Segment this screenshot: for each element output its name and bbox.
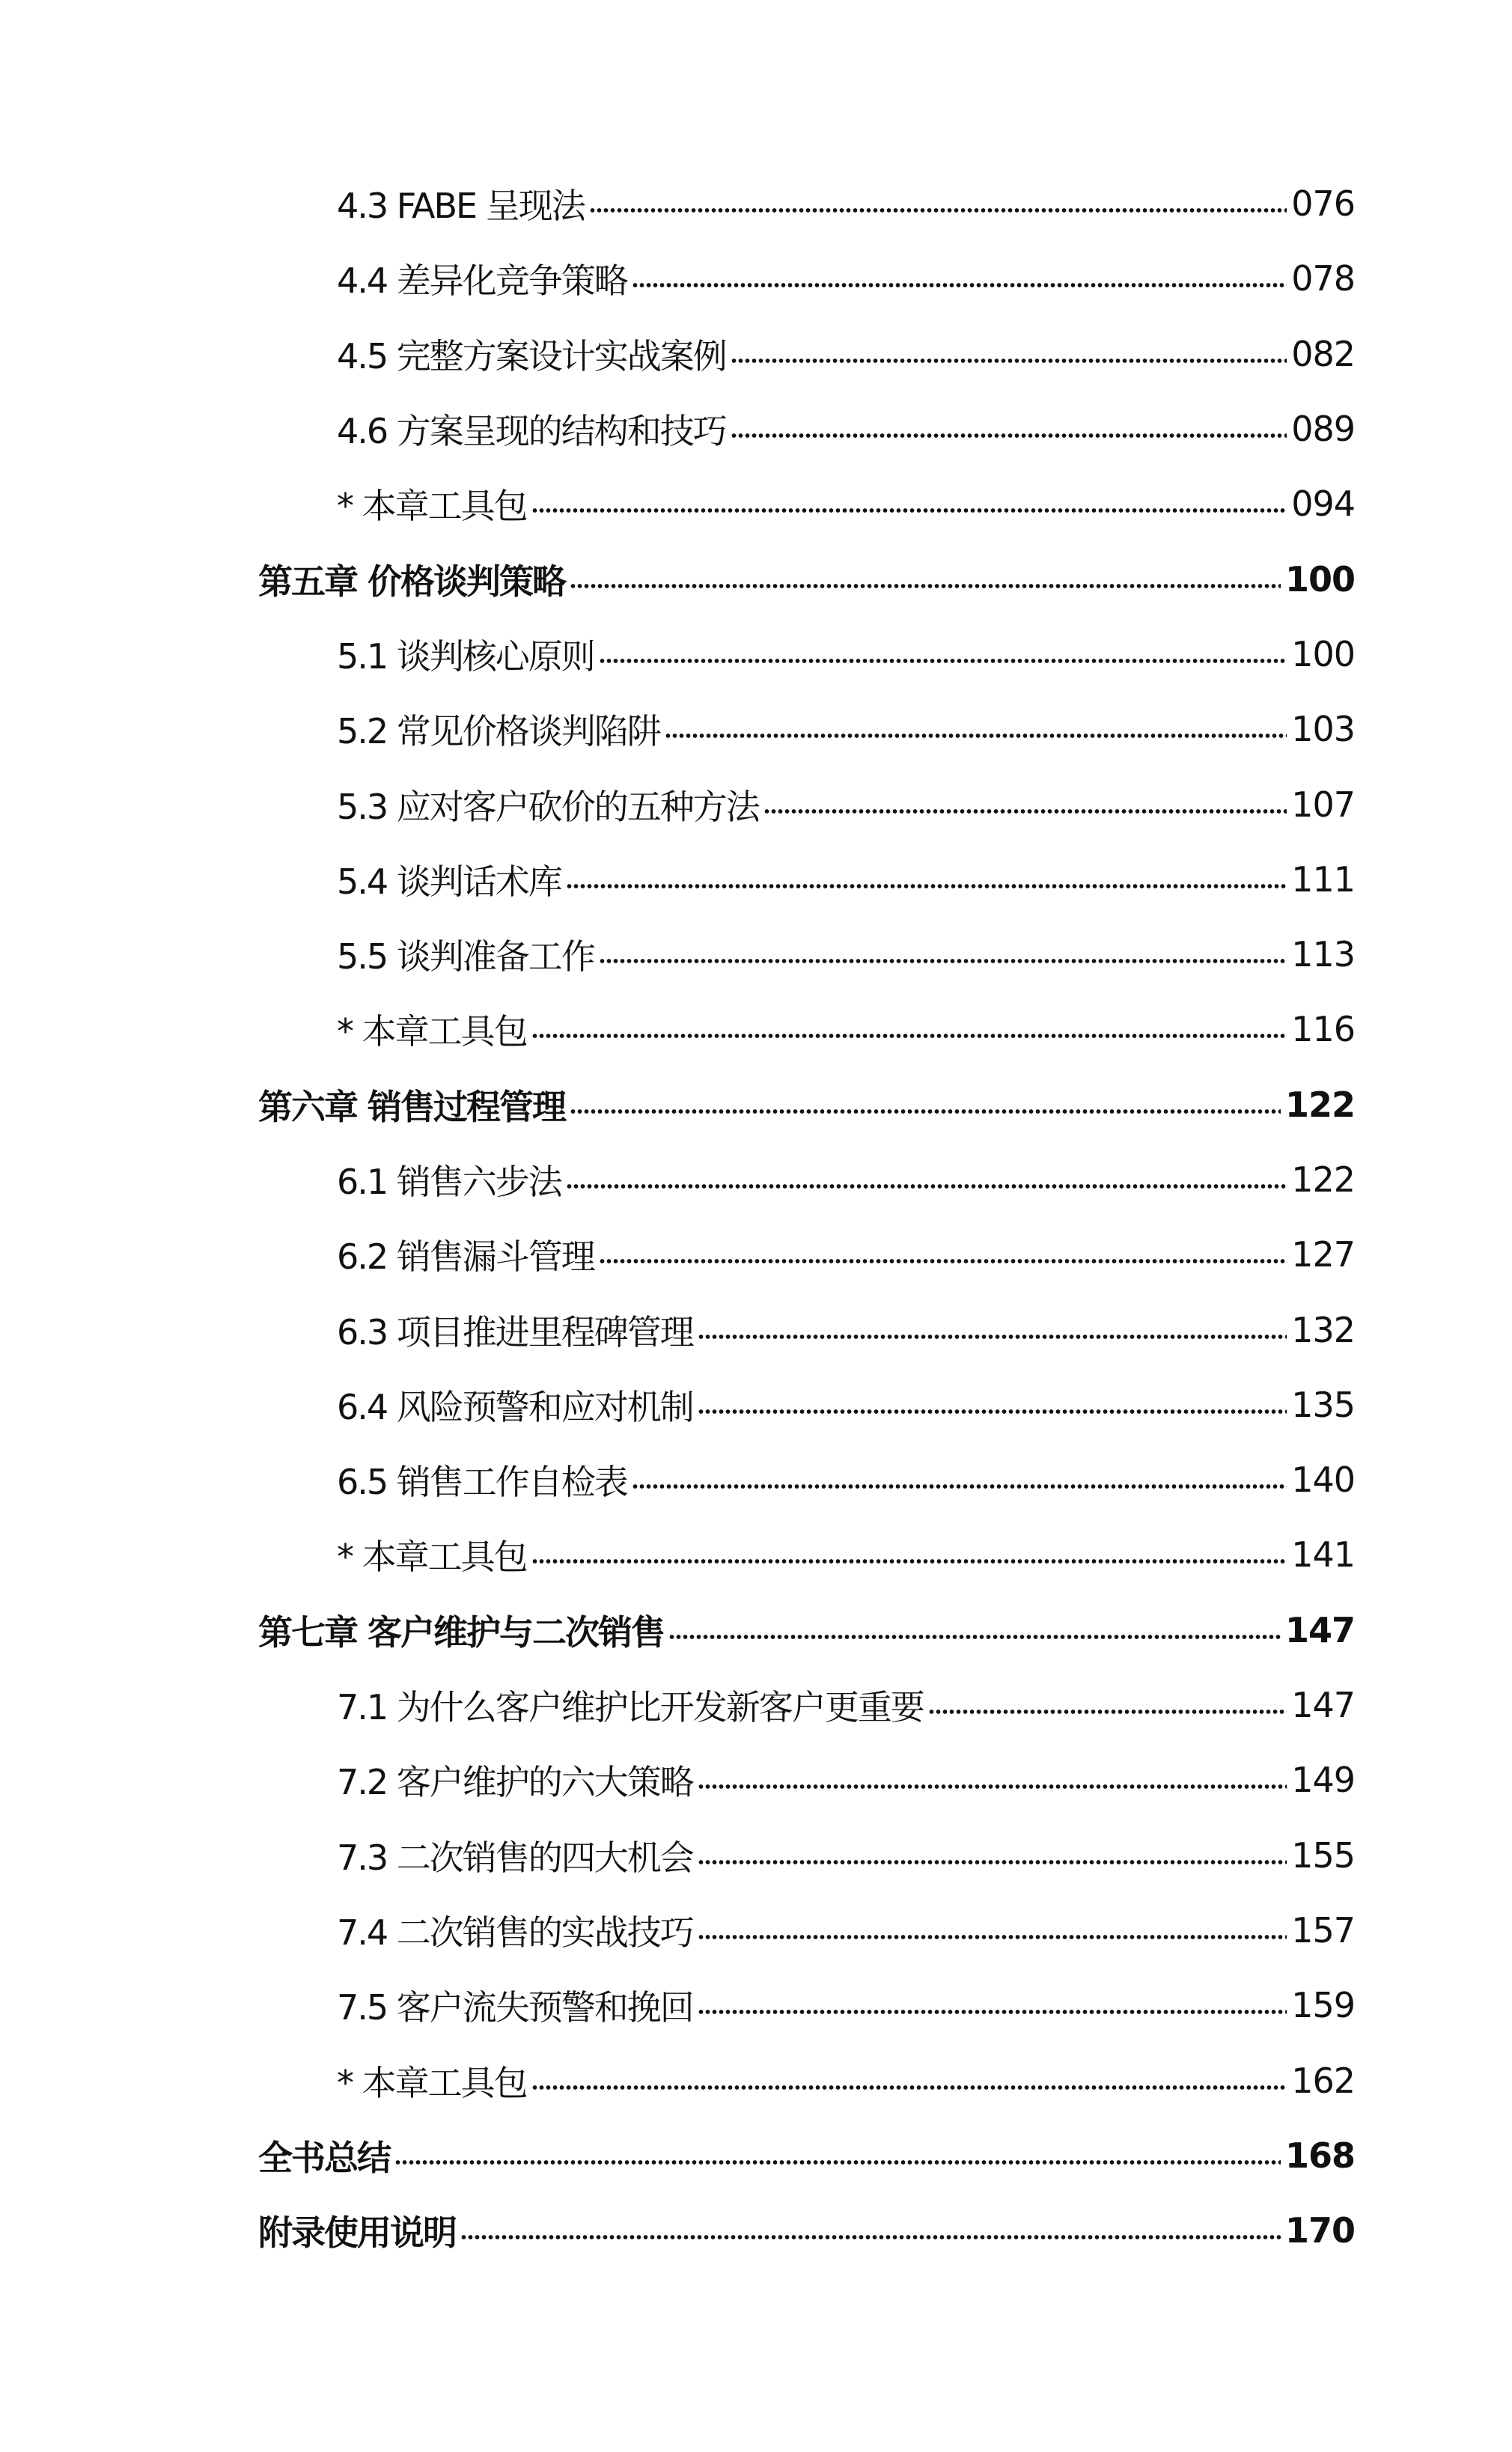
toc-entry-title: * 本章工具包 <box>337 2062 527 2103</box>
toc-section-entry[interactable] <box>0 1142 1512 1217</box>
toc-entry-page-number: 111 <box>1291 858 1355 900</box>
toc-entry-page-number: 141 <box>1291 1534 1355 1576</box>
toc-entry-title: 第七章 客户维护与二次销售 <box>258 1611 665 1653</box>
toc-entry-title: 第六章 销售过程管理 <box>258 1086 566 1127</box>
dot-leader <box>531 507 1287 514</box>
toc-section-entry[interactable] <box>0 1893 1512 1968</box>
toc-entry-content <box>337 629 1355 679</box>
toc-entry-content <box>337 479 1355 528</box>
dot-leader <box>731 432 1287 439</box>
toc-entry-title: 7.2 客户维护的六大策略 <box>337 1762 693 1803</box>
dot-leader <box>599 957 1287 965</box>
toc-entry-page-number: 100 <box>1291 633 1355 674</box>
dot-leader <box>531 2084 1287 2091</box>
toc-entry-title: 4.4 差异化竞争策略 <box>337 260 627 302</box>
toc-entry-content <box>337 1380 1355 1430</box>
toc-entry-title: * 本章工具包 <box>337 486 527 527</box>
toc-entry-content <box>337 1230 1355 1279</box>
dot-leader <box>632 1483 1287 1490</box>
toc-entry-page-number: 157 <box>1291 1909 1355 1951</box>
toc-section-entry[interactable] <box>0 842 1512 917</box>
toc-entry-page-number: 140 <box>1291 1460 1355 1501</box>
toc-entry-page-number: 082 <box>1291 333 1355 374</box>
toc-entry-title: 7.4 二次销售的实战技巧 <box>337 1912 693 1953</box>
toc-entry-content <box>337 930 1355 979</box>
dot-leader <box>698 1783 1287 1790</box>
toc-entry-title: 全书总结 <box>258 2137 390 2178</box>
dot-leader <box>566 882 1287 890</box>
toc-entry-content <box>337 704 1355 754</box>
toc-entry-content <box>337 1455 1355 1504</box>
table-of-contents <box>0 166 1512 2268</box>
toc-section-entry[interactable] <box>0 1367 1512 1442</box>
toc-entry-page-number: 103 <box>1291 709 1355 750</box>
toc-entry-content <box>258 2206 1355 2255</box>
toc-section-entry[interactable] <box>0 466 1512 541</box>
toc-section-entry[interactable] <box>0 917 1512 992</box>
toc-entry-page-number: 155 <box>1291 1835 1355 1876</box>
dot-leader <box>599 1257 1287 1265</box>
toc-entry-content <box>337 1831 1355 1880</box>
toc-entry-title: 6.1 销售六步法 <box>337 1162 561 1202</box>
toc-entry-page-number: 116 <box>1291 1009 1355 1050</box>
dot-leader <box>698 1933 1287 1941</box>
toc-section-entry[interactable] <box>0 1442 1512 1517</box>
toc-section-entry[interactable] <box>0 1818 1512 1893</box>
toc-entry-content <box>337 404 1355 454</box>
dot-leader <box>731 357 1287 365</box>
dot-leader <box>763 808 1287 815</box>
toc-section-entry[interactable] <box>0 1968 1512 2043</box>
toc-section-entry[interactable] <box>0 1292 1512 1367</box>
toc-entry-content <box>337 855 1355 904</box>
toc-entry-page-number: 100 <box>1284 558 1355 600</box>
toc-section-entry[interactable] <box>0 1668 1512 1742</box>
toc-section-entry[interactable] <box>0 391 1512 466</box>
toc-entry-title: * 本章工具包 <box>337 1537 527 1578</box>
dot-leader <box>928 1708 1287 1716</box>
dot-leader <box>570 582 1281 590</box>
dot-leader <box>698 1333 1287 1341</box>
toc-entry-page-number: 122 <box>1284 1084 1355 1125</box>
toc-entry-page-number: 094 <box>1291 484 1355 525</box>
toc-entry-content <box>337 780 1355 829</box>
toc-entry-page-number: 089 <box>1291 409 1355 450</box>
dot-leader <box>531 1558 1287 1565</box>
toc-entry-page-number: 076 <box>1291 183 1355 225</box>
toc-section-entry[interactable] <box>0 992 1512 1067</box>
toc-section-entry[interactable] <box>0 1217 1512 1292</box>
toc-chapter-entry[interactable] <box>0 2118 1512 2193</box>
toc-entry-title: 6.3 项目推进里程碑管理 <box>337 1311 693 1352</box>
dot-leader <box>531 1032 1287 1040</box>
toc-entry-content <box>337 2056 1355 2105</box>
toc-section-entry[interactable] <box>0 317 1512 391</box>
toc-section-entry[interactable] <box>0 241 1512 316</box>
toc-entry-title: 6.4 风险预警和应对机制 <box>337 1386 693 1427</box>
dot-leader <box>599 657 1287 665</box>
toc-section-entry[interactable] <box>0 1517 1512 1592</box>
dot-leader <box>632 281 1287 289</box>
toc-entry-content <box>258 1605 1355 1655</box>
dot-leader <box>460 2233 1281 2241</box>
toc-chapter-entry[interactable] <box>0 1593 1512 1668</box>
toc-entry-page-number: 147 <box>1284 1609 1355 1650</box>
toc-entry-page-number: 078 <box>1291 258 1355 299</box>
toc-entry-content <box>337 1530 1355 1579</box>
toc-entry-content <box>337 1755 1355 1805</box>
toc-entry-content <box>337 254 1355 303</box>
toc-entry-content <box>258 2131 1355 2180</box>
dot-leader <box>589 207 1287 214</box>
toc-entry-page-number: 122 <box>1291 1159 1355 1200</box>
dot-leader <box>665 732 1287 739</box>
toc-entry-page-number: 168 <box>1284 2135 1355 2176</box>
toc-entry-page-number: 147 <box>1291 1685 1355 1726</box>
toc-entry-page-number: 162 <box>1291 2060 1355 2101</box>
toc-entry-title: 4.5 完整方案设计实战案例 <box>337 335 726 376</box>
toc-section-entry[interactable] <box>0 166 1512 241</box>
toc-entry-page-number: 132 <box>1291 1309 1355 1350</box>
toc-entry-page-number: 113 <box>1291 934 1355 975</box>
dot-leader <box>394 2159 1281 2166</box>
toc-entry-title: 6.2 销售漏斗管理 <box>337 1236 594 1278</box>
toc-entry-title: 4.6 方案呈现的结构和技巧 <box>337 411 726 452</box>
toc-entry-page-number: 170 <box>1284 2210 1355 2251</box>
toc-entry-page-number: 107 <box>1291 784 1355 825</box>
dot-leader <box>566 1183 1287 1190</box>
dot-leader <box>698 1408 1287 1415</box>
toc-entry-title: 7.1 为什么客户维护比开发新客户更重要 <box>337 1687 924 1728</box>
toc-entry-title: 5.2 常见价格谈判陷阱 <box>337 711 660 752</box>
toc-chapter-entry[interactable] <box>0 2193 1512 2268</box>
toc-entry-title: 5.5 谈判准备工作 <box>337 936 594 978</box>
toc-entry-content <box>337 1155 1355 1204</box>
toc-section-entry[interactable] <box>0 2043 1512 2117</box>
toc-section-entry[interactable] <box>0 617 1512 692</box>
toc-entry-page-number: 159 <box>1291 1985 1355 2026</box>
toc-entry-page-number: 127 <box>1291 1234 1355 1275</box>
toc-entry-title: 5.1 谈判核心原则 <box>337 635 594 677</box>
toc-entry-content <box>337 1906 1355 1955</box>
toc-entry-content <box>337 1305 1355 1355</box>
toc-entry-content <box>258 1080 1355 1129</box>
toc-entry-title: 附录使用说明 <box>258 2212 456 2254</box>
toc-entry-content <box>337 179 1355 228</box>
toc-entry-title: 第五章 价格谈判策略 <box>258 561 566 602</box>
toc-entry-title: 7.5 客户流失预警和挽回 <box>337 1987 693 2028</box>
toc-section-entry[interactable] <box>0 692 1512 766</box>
toc-entry-title: 4.3 FABE 呈现法 <box>337 186 585 227</box>
toc-chapter-entry[interactable] <box>0 1067 1512 1142</box>
dot-leader <box>668 1633 1281 1641</box>
toc-entry-content <box>337 1980 1355 2030</box>
toc-entry-page-number: 135 <box>1291 1384 1355 1425</box>
toc-entry-title: * 本章工具包 <box>337 1011 527 1052</box>
toc-entry-content <box>337 1004 1355 1054</box>
dot-leader <box>698 2008 1287 2016</box>
toc-section-entry[interactable] <box>0 766 1512 841</box>
toc-chapter-entry[interactable] <box>0 541 1512 616</box>
toc-entry-content <box>337 1680 1355 1730</box>
dot-leader <box>698 1858 1287 1866</box>
toc-entry-title: 5.3 应对客户砍价的五种方法 <box>337 786 759 827</box>
toc-entry-page-number: 149 <box>1291 1760 1355 1801</box>
toc-entry-title: 6.5 销售工作自检表 <box>337 1462 627 1503</box>
toc-entry-title: 7.3 二次销售的四大机会 <box>337 1837 693 1878</box>
toc-entry-content <box>337 329 1355 379</box>
dot-leader <box>570 1108 1281 1115</box>
toc-entry-content <box>258 555 1355 604</box>
toc-section-entry[interactable] <box>0 1742 1512 1817</box>
toc-entry-title: 5.4 谈判话术库 <box>337 861 561 902</box>
